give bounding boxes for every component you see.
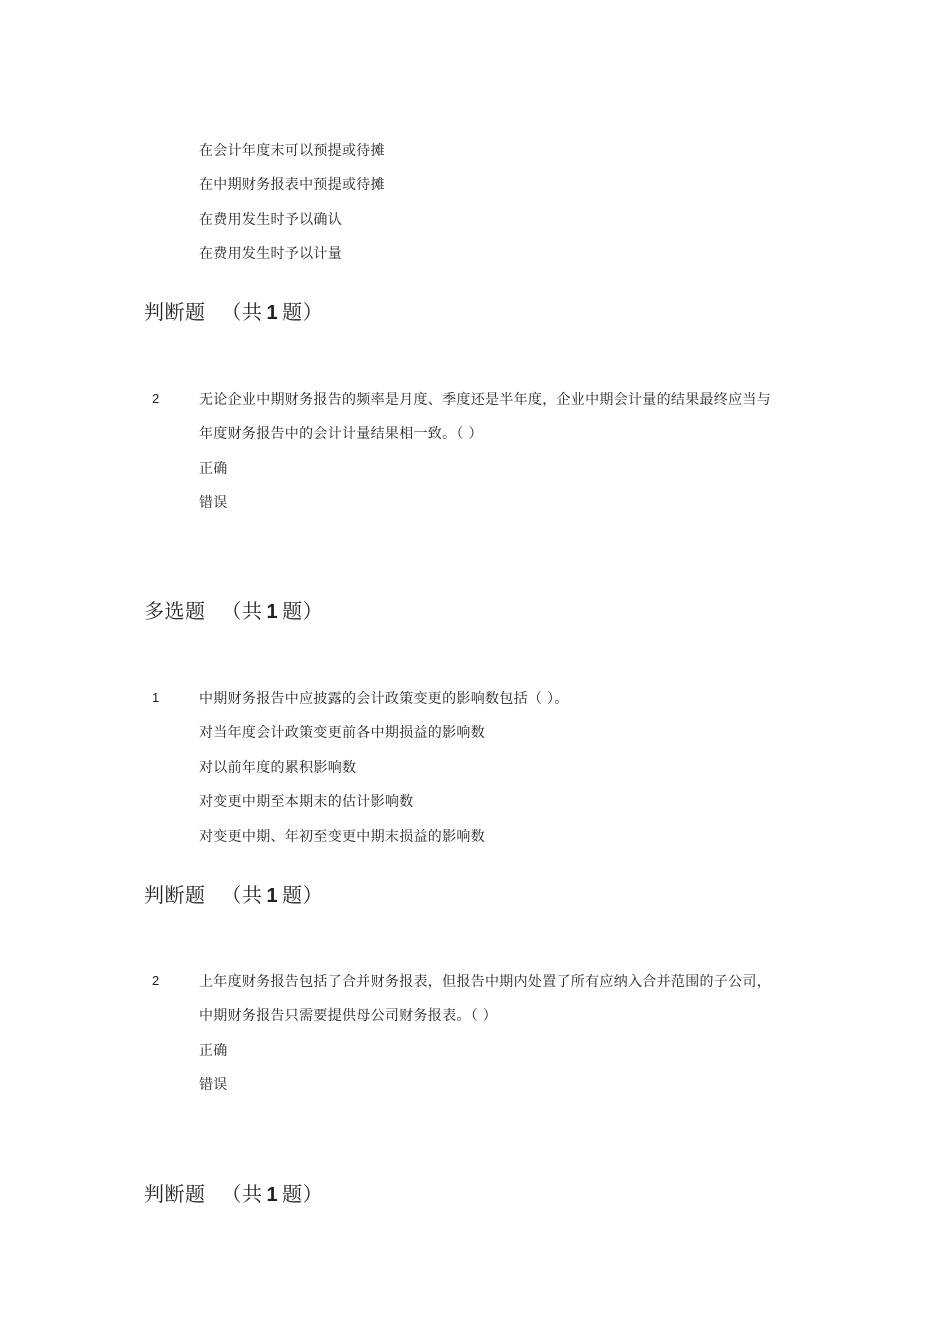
- question-text: 中期财务报告只需要提供母公司财务报表。（ ）: [199, 1008, 498, 1024]
- option-text: 错误: [199, 1077, 228, 1093]
- section-count-suffix: 题）: [282, 1182, 324, 1206]
- option-text: 在费用发生时予以确认: [199, 212, 342, 228]
- section-heading: [144, 598, 323, 625]
- option-text: 对变更中期至本期末的估计影响数: [199, 794, 414, 810]
- section-title: 判断题: [144, 1182, 206, 1206]
- section-count-suffix: 题）: [282, 883, 324, 907]
- section-count-prefix: （共: [221, 599, 263, 623]
- section-count-suffix: 题）: [282, 300, 324, 324]
- section-heading: [144, 299, 323, 326]
- option-text: 对当年度会计政策变更前各中期损益的影响数: [199, 725, 485, 741]
- section-title: 判断题: [144, 300, 206, 324]
- section-title: 判断题: [144, 883, 206, 907]
- section-count: 1: [266, 302, 279, 324]
- section-count-prefix: （共: [221, 1182, 263, 1206]
- section-count-suffix: 题）: [282, 599, 324, 623]
- section-count: 1: [266, 885, 279, 907]
- section-count-prefix: （共: [221, 300, 263, 324]
- option-text: 正确: [199, 1043, 228, 1059]
- question-text: 无论企业中期财务报告的频率是月度、季度还是半年度，企业中期会计量的结果最终应当与: [199, 392, 771, 408]
- section-heading: [144, 1181, 323, 1208]
- question-number: 1: [152, 690, 160, 705]
- section-count: 1: [266, 1184, 279, 1206]
- option-text: 在费用发生时予以计量: [199, 246, 342, 262]
- option-text: 正确: [199, 461, 228, 477]
- option-text: 在会计年度末可以预提或待摊: [199, 143, 385, 159]
- question-text: 中期财务报告中应披露的会计政策变更的影响数包括（ ）。: [199, 691, 569, 707]
- section-title: 多选题: [144, 599, 206, 623]
- question-number: 2: [152, 973, 160, 988]
- option-text: 错误: [199, 495, 228, 511]
- option-text: 对以前年度的累积影响数: [199, 760, 357, 776]
- option-text: 对变更中期、年初至变更中期末损益的影响数: [199, 829, 485, 845]
- section-count-prefix: （共: [221, 883, 263, 907]
- section-heading: [144, 882, 323, 909]
- question-text: 上年度财务报告包括了合并财务报表，但报告中期内处置了所有应纳入合并范围的子公司，: [199, 974, 771, 990]
- question-text: 年度财务报告中的会计计量结果相一致。（ ）: [199, 426, 483, 442]
- question-number: 2: [152, 391, 160, 406]
- option-text: 在中期财务报表中预提或待摊: [199, 177, 385, 193]
- section-count: 1: [266, 601, 279, 623]
